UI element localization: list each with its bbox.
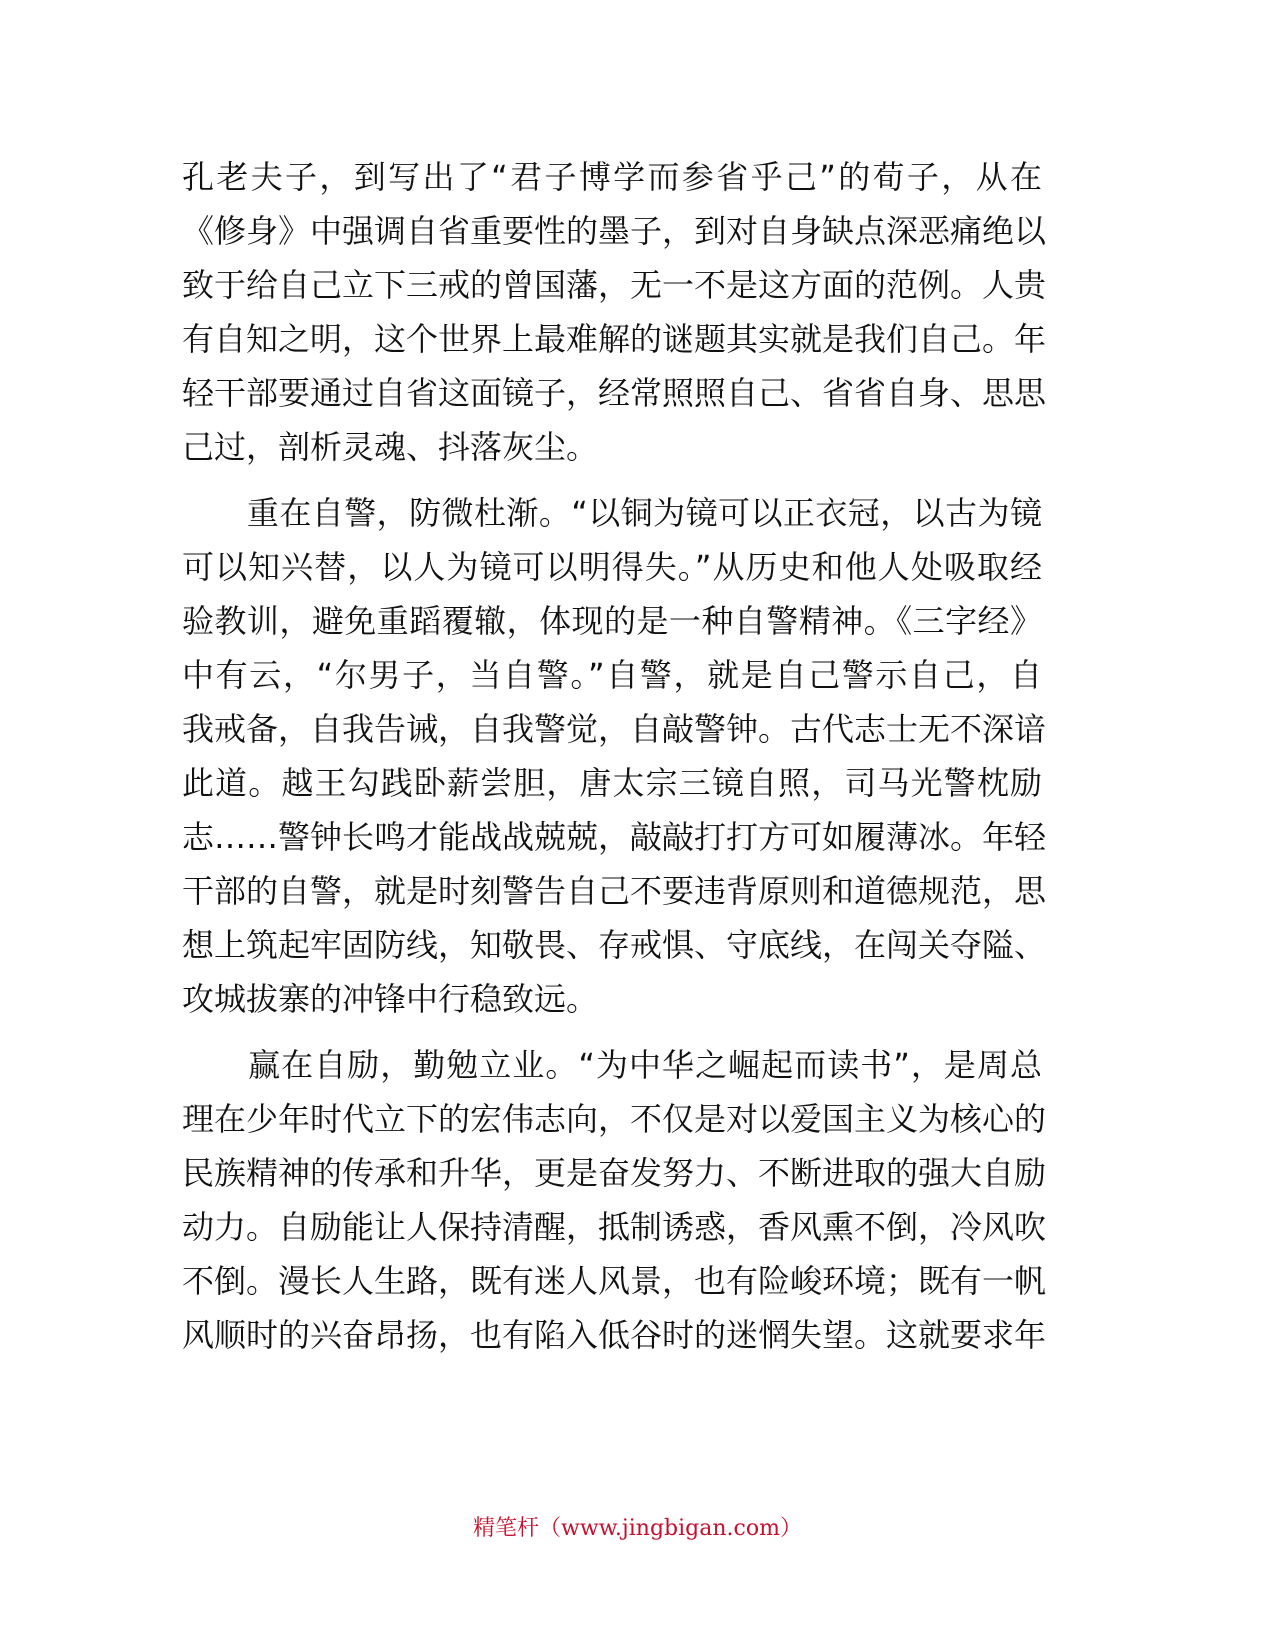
text-line: 可以知兴替，以人为镜可以明得失。”从历史和他人处吸取经: [182, 548, 1042, 586]
text-line: 验教训，避免重蹈覆辙，体现的是一种自警精神。《三字经》: [182, 602, 1042, 640]
text-line: 《修身》中强调自省重要性的墨子，到对自身缺点深恶痛绝以: [182, 212, 1047, 250]
text-line: 干部的自警，就是时刻警告自己不要违背原则和道德规范，思: [182, 872, 1047, 910]
text-line: 志……警钟长鸣才能战战兢兢，敲敲打打方可如履薄冰。年轻: [182, 818, 1047, 856]
body-text: [182, 150, 1047, 1362]
site-footer: 精笔杆（www.jingbigan.com）: [473, 1516, 802, 1541]
text-line: 风顺时的兴奋昂扬，也有陷入低谷时的迷惘失望。这就要求年: [182, 1316, 1047, 1354]
text-line: 我戒备，自我告诫，自我警觉，自敲警钟。古代志士无不深谙: [182, 710, 1047, 748]
text-line: 中有云，“尔男子，当自警。”自警，就是自己警示自己，自: [182, 656, 1042, 694]
text-line: 动力。自励能让人保持清醒，抵制诱惑，香风熏不倒，冷风吹: [182, 1208, 1047, 1246]
text-line: 孔老夫子，到写出了“君子博学而参省乎己”的荀子，从在: [182, 158, 1042, 196]
text-line: 理在少年时代立下的宏伟志向，不仅是对以爱国主义为核心的: [182, 1100, 1047, 1138]
paragraph-self-warning: [182, 486, 1047, 1026]
text-line: 轻干部要通过自省这面镜子，经常照照自己、省省自身、思思: [182, 374, 1047, 412]
text-line: 重在自警，防微杜渐。“以铜为镜可以正衣冠，以古为镜: [182, 494, 1042, 532]
paragraph-self-reflection: [182, 150, 1047, 474]
text-line: 赢在自励，勤勉立业。“为中华之崛起而读书”，是周总: [182, 1046, 1042, 1084]
paragraph-self-motivation: [182, 1038, 1047, 1362]
text-line: 想上筑起牢固防线，知敬畏、存戒惧、守底线，在闯关夺隘、: [182, 926, 1047, 964]
text-line: 此道。越王勾践卧薪尝胆，唐太宗三镜自照，司马光警枕励: [182, 764, 1042, 802]
text-line: 己过，剖析灵魂、抖落灰尘。: [182, 428, 599, 466]
text-line: 不倒。漫长人生路，既有迷人风景，也有险峻环境；既有一帆: [182, 1262, 1047, 1300]
text-line: 有自知之明，这个世界上最难解的谜题其实就是我们自己。年: [182, 320, 1047, 358]
text-line: 攻城拔寨的冲锋中行稳致远。: [182, 980, 599, 1018]
text-line: 民族精神的传承和升华，更是奋发努力、不断进取的强大自励: [182, 1154, 1047, 1192]
text-line: 致于给自己立下三戒的曾国藩，无一不是这方面的范例。人贵: [182, 266, 1047, 304]
